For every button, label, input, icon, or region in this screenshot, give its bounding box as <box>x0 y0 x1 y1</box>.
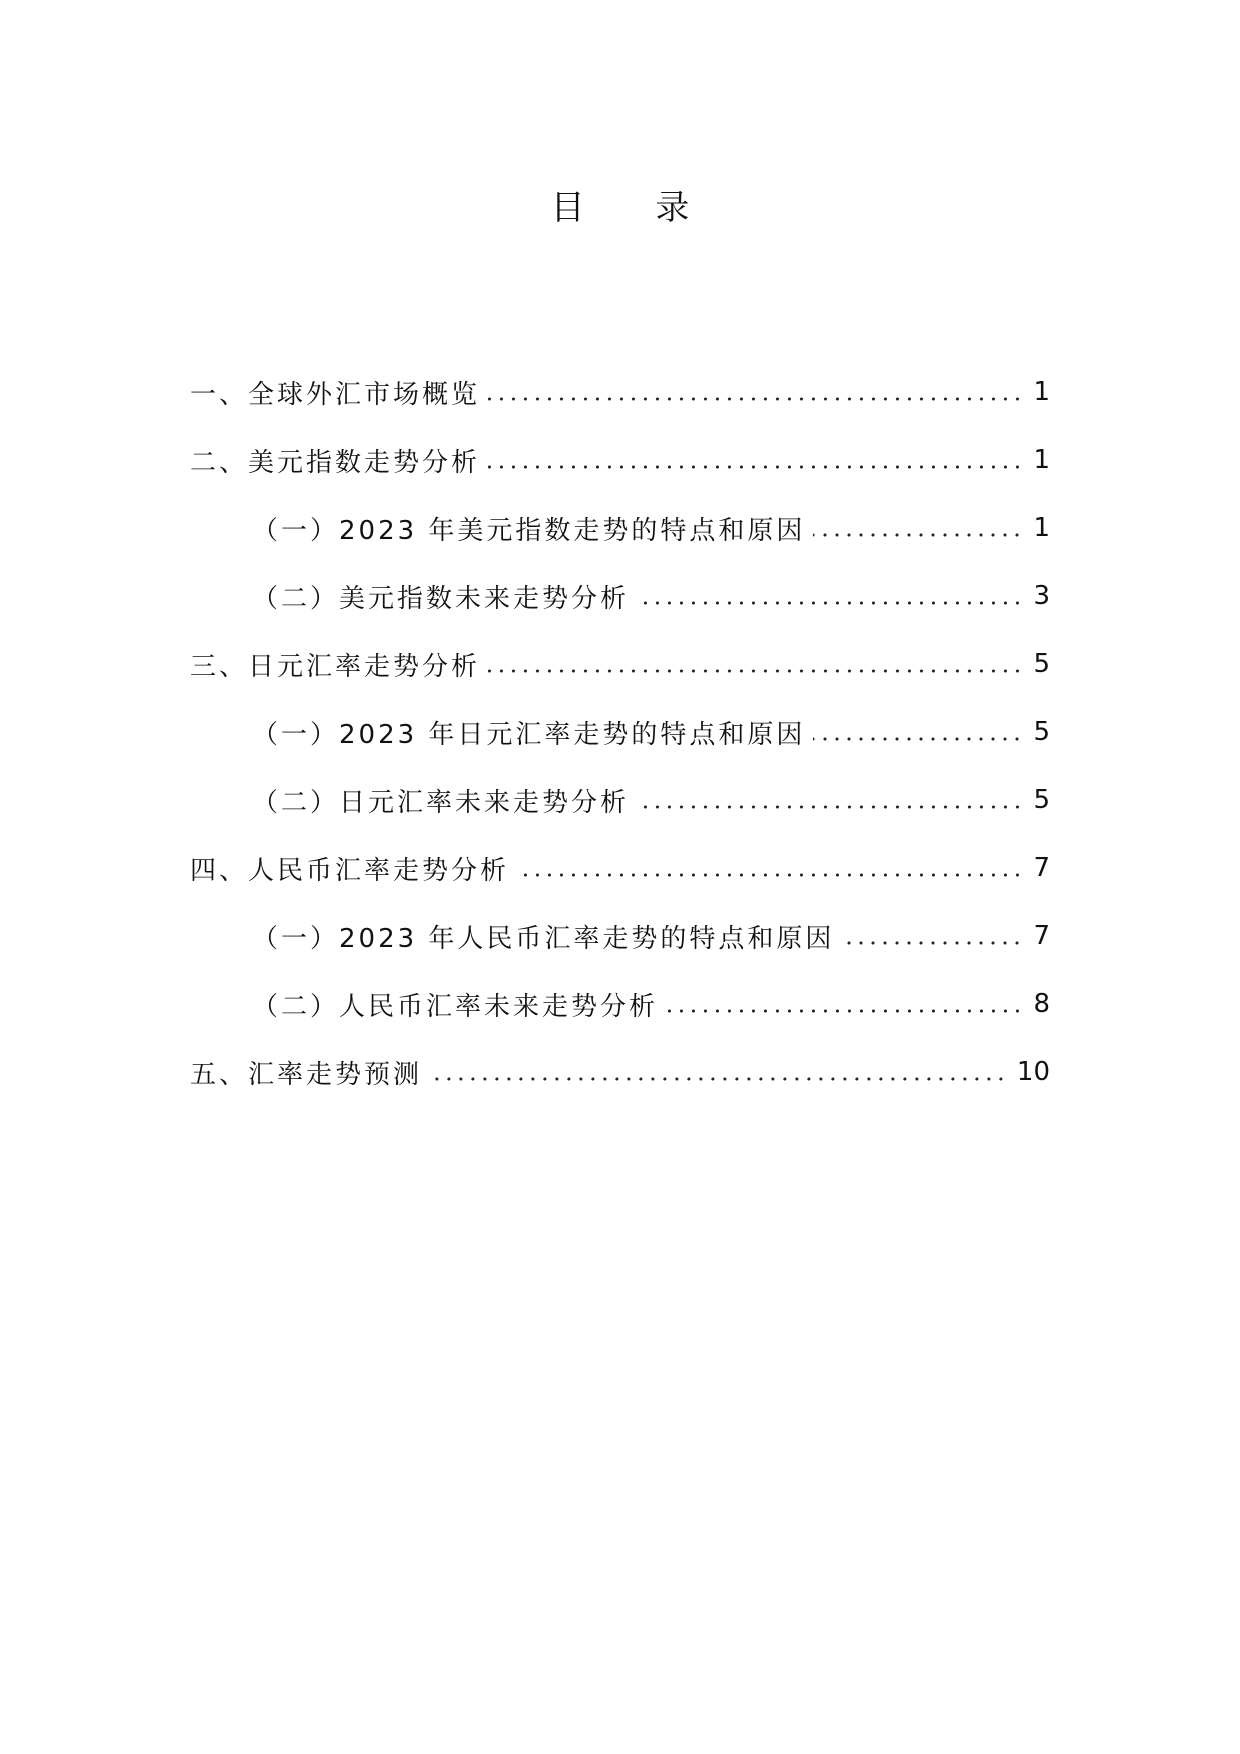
toc-entry[interactable] <box>190 1038 1050 1106</box>
toc-dot-leader <box>813 737 1023 741</box>
toc-entry-page: 7 <box>1033 921 1050 951</box>
toc-entry-label: 四、人民币汇率走势分析 <box>190 850 509 887</box>
toc-entry-label: （一）2023 年日元汇率走势的特点和原因 <box>252 714 805 751</box>
toc-subentry[interactable] <box>190 766 1050 834</box>
toc-dot-leader <box>637 601 1023 605</box>
toc-dot-leader <box>488 669 1023 673</box>
toc-entry[interactable] <box>190 426 1050 494</box>
page-title: 目 录 <box>550 188 720 228</box>
table-of-contents <box>190 358 1050 1106</box>
toc-entry-page: 1 <box>1033 513 1050 543</box>
toc-dot-leader <box>637 805 1023 809</box>
toc-entry-page: 3 <box>1033 581 1050 611</box>
toc-entry-label: （二）日元汇率未来走势分析 <box>252 782 629 819</box>
toc-entry-page: 5 <box>1033 717 1050 747</box>
toc-dot-leader <box>488 397 1023 401</box>
toc-entry[interactable] <box>190 358 1050 426</box>
toc-dot-leader <box>813 533 1023 537</box>
toc-entry-label: 三、日元汇率走势分析 <box>190 646 480 683</box>
toc-entry-page: 5 <box>1033 785 1050 815</box>
toc-subentry[interactable] <box>190 970 1050 1038</box>
toc-entry[interactable] <box>190 630 1050 698</box>
toc-entry-page: 8 <box>1033 989 1050 1019</box>
toc-entry-label: （一）2023 年人民币汇率走势的特点和原因 <box>252 918 834 955</box>
toc-entry[interactable] <box>190 834 1050 902</box>
toc-dot-leader <box>666 1009 1023 1013</box>
toc-entry-page: 1 <box>1033 445 1050 475</box>
toc-entry-label: 二、美元指数走势分析 <box>190 442 480 479</box>
toc-dot-leader <box>488 465 1023 469</box>
toc-subentry[interactable] <box>190 494 1050 562</box>
toc-entry-label: （二）人民币汇率未来走势分析 <box>252 986 658 1023</box>
toc-dot-leader <box>430 1077 1007 1081</box>
toc-entry-label: （一）2023 年美元指数走势的特点和原因 <box>252 510 805 547</box>
toc-dot-leader <box>842 941 1023 945</box>
toc-subentry[interactable] <box>190 902 1050 970</box>
toc-subentry[interactable] <box>190 562 1050 630</box>
toc-entry-page: 10 <box>1016 1057 1050 1087</box>
toc-subentry[interactable] <box>190 698 1050 766</box>
toc-entry-page: 5 <box>1033 649 1050 679</box>
toc-entry-label: （二）美元指数未来走势分析 <box>252 578 629 615</box>
toc-dot-leader <box>517 873 1023 877</box>
toc-entry-label: 五、汇率走势预测 <box>190 1054 422 1091</box>
toc-entry-label: 一、全球外汇市场概览 <box>190 374 480 411</box>
toc-entry-page: 1 <box>1033 377 1050 407</box>
toc-entry-page: 7 <box>1033 853 1050 883</box>
